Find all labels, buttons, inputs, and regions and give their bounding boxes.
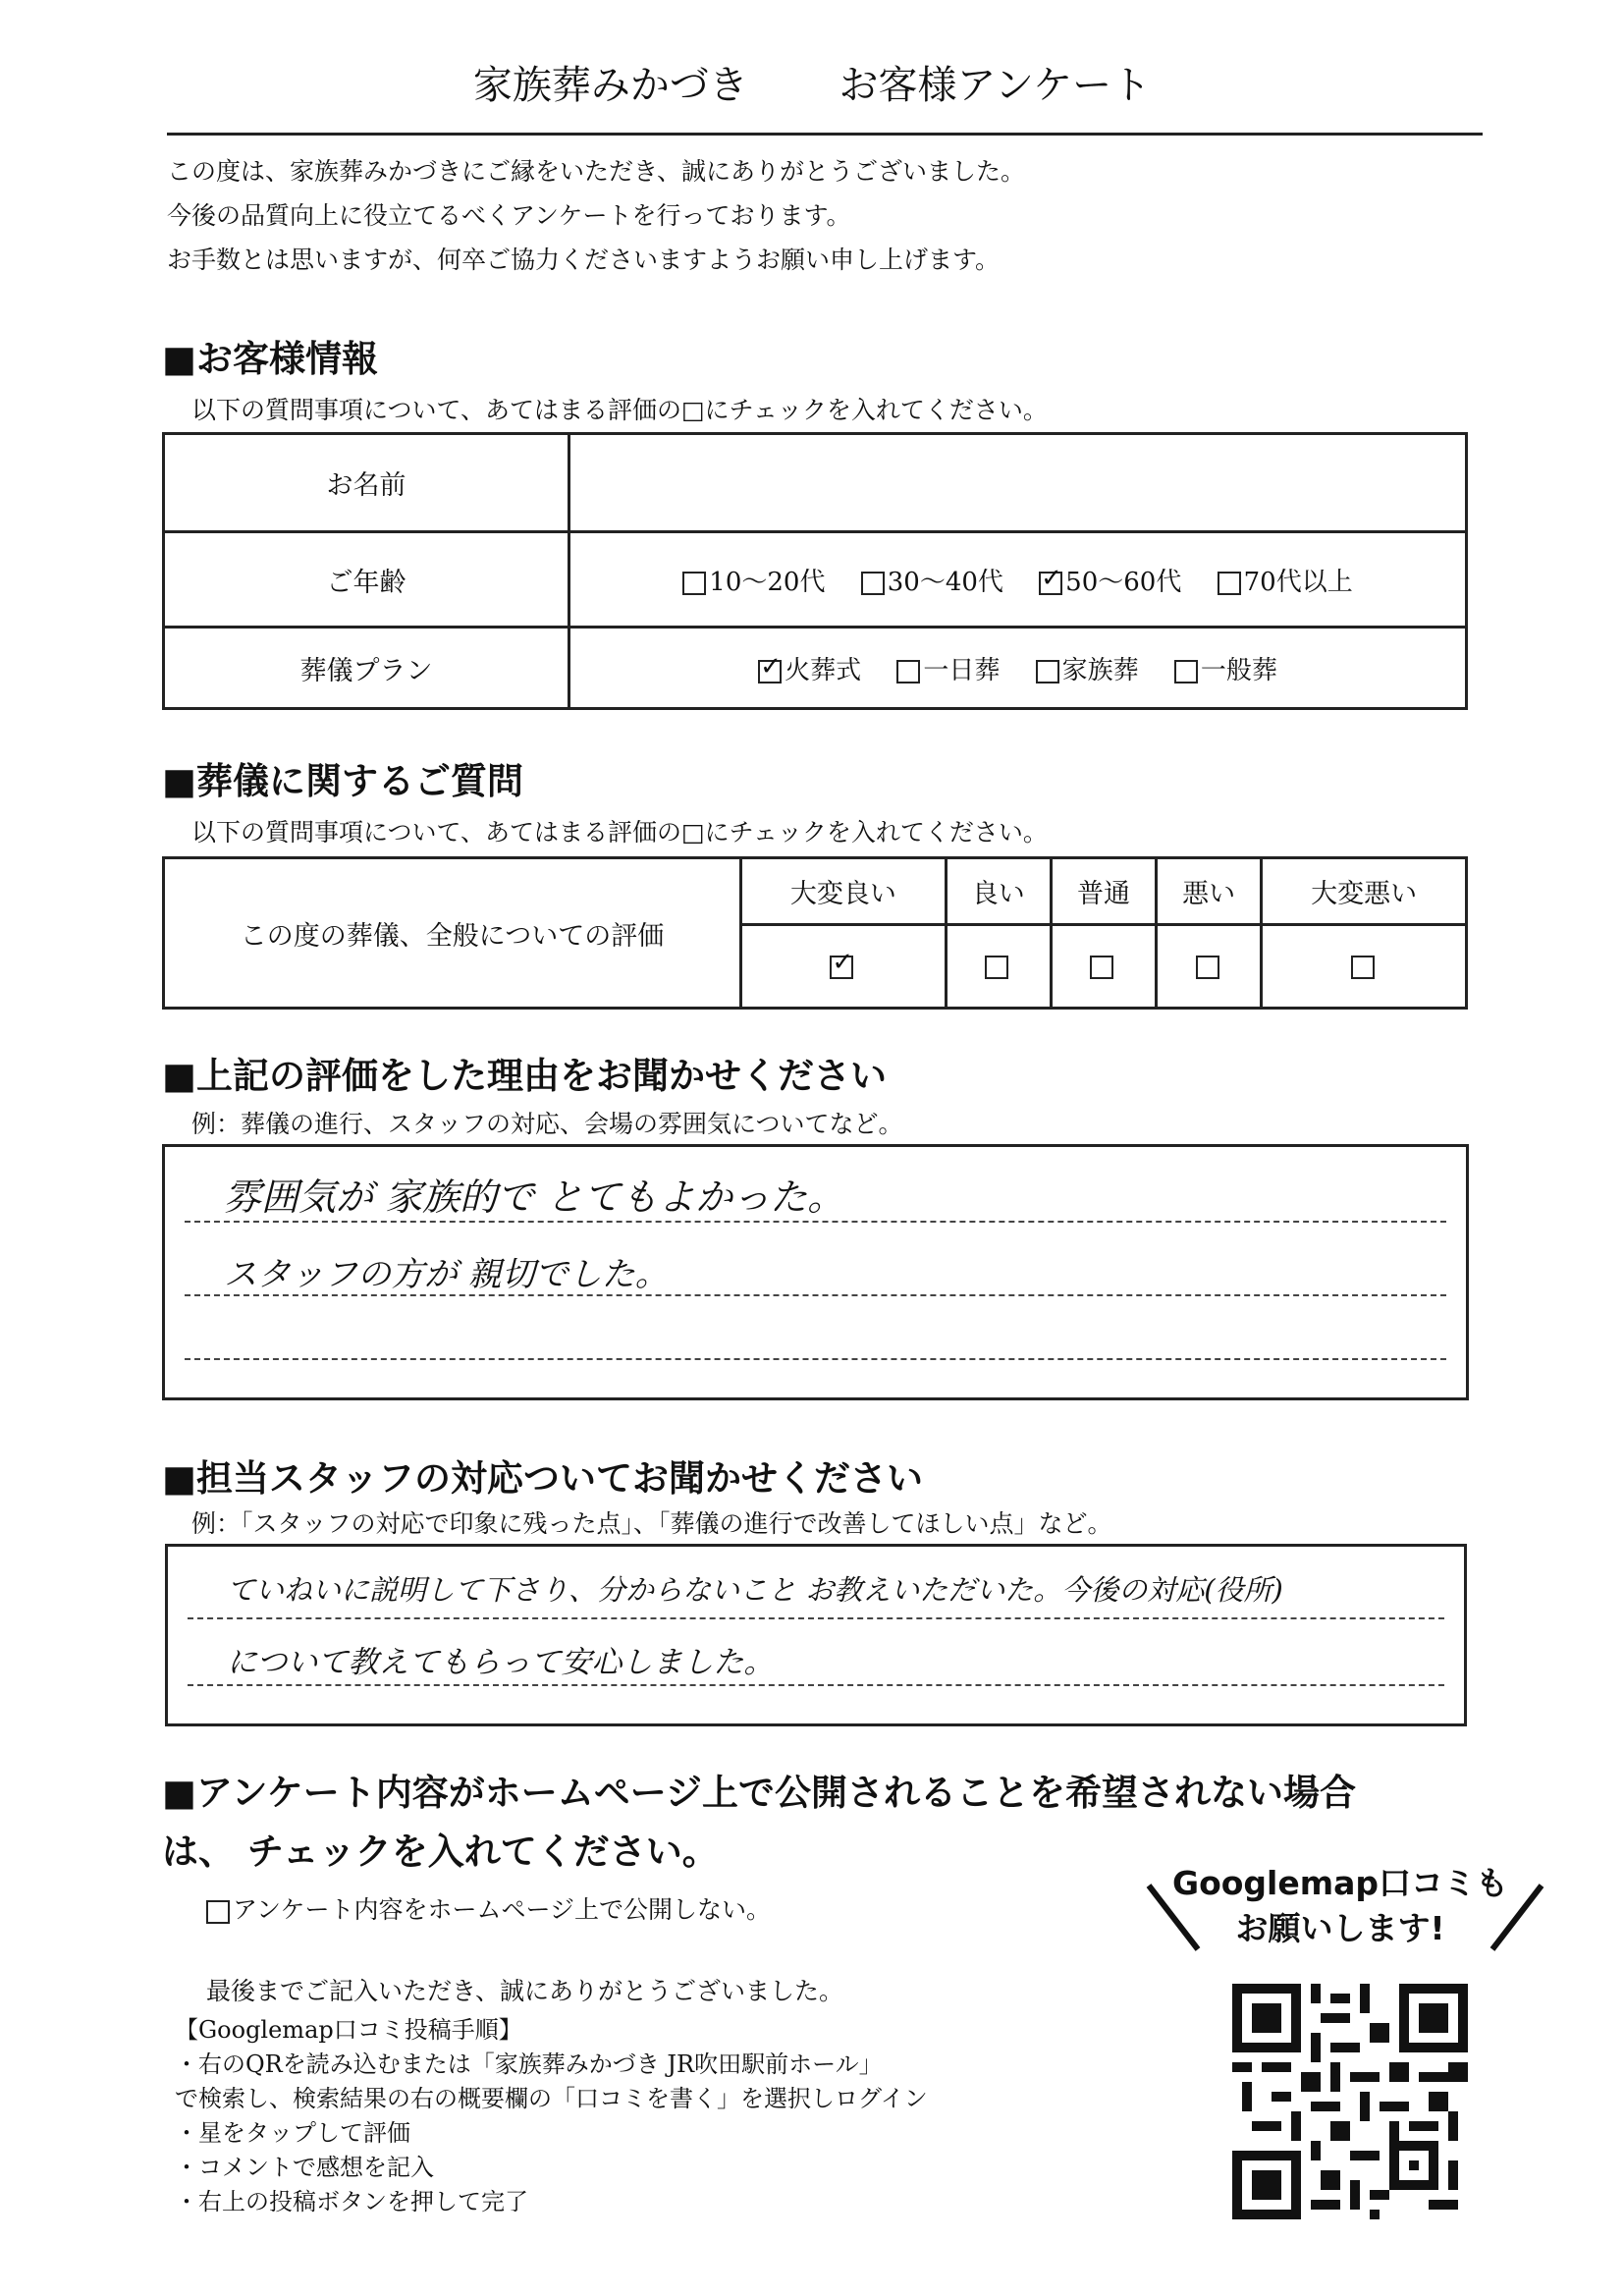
- section-heading-customer: ■ お客様情報: [162, 329, 378, 382]
- steps-line: ・右のQRを読み込むまたは「家族葬みかづき JR吹田駅前ホール」: [175, 2050, 883, 2078]
- rating-header: 普通: [1051, 858, 1156, 925]
- name-field[interactable]: [569, 434, 1467, 532]
- page-title: [0, 54, 1624, 110]
- steps-line: で検索し、検索結果の右の概要欄の「口コミを書く」を選択しログイン: [175, 2085, 928, 2112]
- name-label: お名前: [164, 434, 569, 532]
- plan-option[interactable]: 家族葬: [1036, 656, 1139, 685]
- checkbox[interactable]: [682, 572, 706, 595]
- reason-textarea[interactable]: [162, 1144, 1469, 1400]
- plan-label: 葬儀プラン: [164, 628, 569, 709]
- age-label: ご年齢: [164, 532, 569, 628]
- checkbox-checked[interactable]: [758, 660, 782, 683]
- age-options: [569, 532, 1467, 628]
- age-option[interactable]: 30～40代: [861, 568, 1003, 597]
- handwritten-line: ていねいに説明して下さり、分からないこと お教えいただいた。今後の対応(役所): [227, 1573, 1283, 1607]
- checkbox[interactable]: [1090, 956, 1113, 979]
- rating-cell: [1262, 925, 1467, 1009]
- rating-cell: [946, 925, 1051, 1009]
- section-note: 以下の質問事項について、あてはまる評価の□にチェックを入れてください。: [191, 396, 1048, 424]
- checkbox[interactable]: [861, 572, 885, 595]
- callout-slashes-icon: [1139, 1871, 1551, 1959]
- checkbox[interactable]: [985, 956, 1008, 979]
- rating-header: 大変良い: [741, 858, 947, 925]
- googlemap-steps: [175, 2013, 928, 2219]
- age-option[interactable]: ✓ 50～60代: [1039, 568, 1181, 597]
- steps-line: ・コメントで感想を記入: [175, 2154, 434, 2181]
- ruled-line: [188, 1684, 1444, 1686]
- checkbox-checked[interactable]: [1039, 572, 1062, 595]
- plan-option[interactable]: 一般葬: [1174, 656, 1277, 685]
- checkbox[interactable]: [206, 1900, 230, 1924]
- section-heading-publish: ■ アンケート内容がホームページ上で公開されることを希望されない場合: [162, 1763, 1356, 1816]
- rating-cell: [741, 925, 947, 1009]
- plan-option[interactable]: ✓ 火葬式: [758, 656, 861, 685]
- checkbox[interactable]: [1196, 956, 1219, 979]
- section-note: 例：「スタッフの対応で印象に残った点」、「葬儀の進行で改善してほしい点」など。: [191, 1509, 1112, 1538]
- rating-cell: [1051, 925, 1156, 1009]
- rating-header: 良い: [946, 858, 1051, 925]
- checkbox[interactable]: [1351, 956, 1375, 979]
- qr-code-icon[interactable]: [1232, 1984, 1468, 2219]
- section-heading-funeral: ■ 葬儀に関するご質問: [162, 751, 523, 804]
- checkbox[interactable]: [1036, 660, 1059, 683]
- intro-line: お手数とは思いますが、何卒ご協力くださいますようお願い申し上げます。: [167, 246, 1001, 274]
- rating-row-label: この度の葬儀、全般についての評価: [164, 858, 741, 1009]
- callout-line: お願いします!: [1235, 1909, 1445, 1947]
- publish-option-label: アンケート内容をホームページ上で公開しない。: [233, 1895, 772, 1924]
- checkbox-checked[interactable]: [830, 956, 853, 979]
- intro-line: 今後の品質向上に役立てるべくアンケートを行っております。: [167, 201, 851, 230]
- handwritten-line: スタッフの方が 親切でした。: [224, 1255, 669, 1294]
- customer-table: [162, 432, 1468, 710]
- age-option[interactable]: 10～20代: [682, 568, 825, 597]
- company-name: 家族葬みかづき: [472, 63, 748, 108]
- steps-line: ・右上の投稿ボタンを押して完了: [175, 2188, 528, 2215]
- ruled-line: [185, 1358, 1446, 1360]
- plan-option[interactable]: 一日葬: [896, 656, 1000, 685]
- plan-options: [569, 628, 1467, 709]
- checkbox[interactable]: [1218, 572, 1241, 595]
- publish-heading-cont: は、 チェックを入れてください。: [162, 1831, 719, 1873]
- handwritten-line: 雰囲気が 家族的で とてもよかった。: [224, 1175, 845, 1219]
- section-heading-reason: ■ 上記の評価をした理由をお聞かせください: [162, 1046, 887, 1099]
- callout-line: Googlemap口コミも: [1171, 1864, 1509, 1902]
- rating-table: [162, 856, 1468, 1010]
- section-note: 例：葬儀の進行、スタッフの対応、会場の雰囲気についてなど。: [191, 1110, 903, 1138]
- checkbox[interactable]: [1174, 660, 1198, 683]
- handwritten-line: について教えてもらって安心しました。: [227, 1645, 775, 1680]
- age-option[interactable]: 70代以上: [1218, 568, 1353, 597]
- intro-line: この度は、家族葬みかづきにご縁をいただき、誠にありがとうございました。: [167, 157, 1026, 186]
- ruled-line: [185, 1221, 1446, 1223]
- rating-header: 悪い: [1157, 858, 1262, 925]
- survey-title: お客様アンケート: [839, 63, 1152, 108]
- steps-line: 【Googlemap口コミ投稿手順】: [175, 2016, 522, 2044]
- staff-textarea[interactable]: [165, 1544, 1467, 1726]
- section-note: 以下の質問事項について、あてはまる評価の□にチェックを入れてください。: [191, 818, 1048, 847]
- rating-cell: [1157, 925, 1262, 1009]
- rating-header: 大変悪い: [1262, 858, 1467, 925]
- thanks-text: 最後までご記入いただき、誠にありがとうございました。: [206, 1977, 844, 2005]
- ruled-line: [185, 1294, 1446, 1296]
- ruled-line: [188, 1617, 1444, 1619]
- section-heading-staff: ■ 担当スタッフの対応ついてお聞かせください: [162, 1449, 923, 1502]
- publish-option[interactable]: [206, 1890, 771, 1926]
- steps-line: ・星をタップして評価: [175, 2119, 410, 2147]
- checkbox[interactable]: [896, 660, 920, 683]
- divider: [167, 133, 1483, 136]
